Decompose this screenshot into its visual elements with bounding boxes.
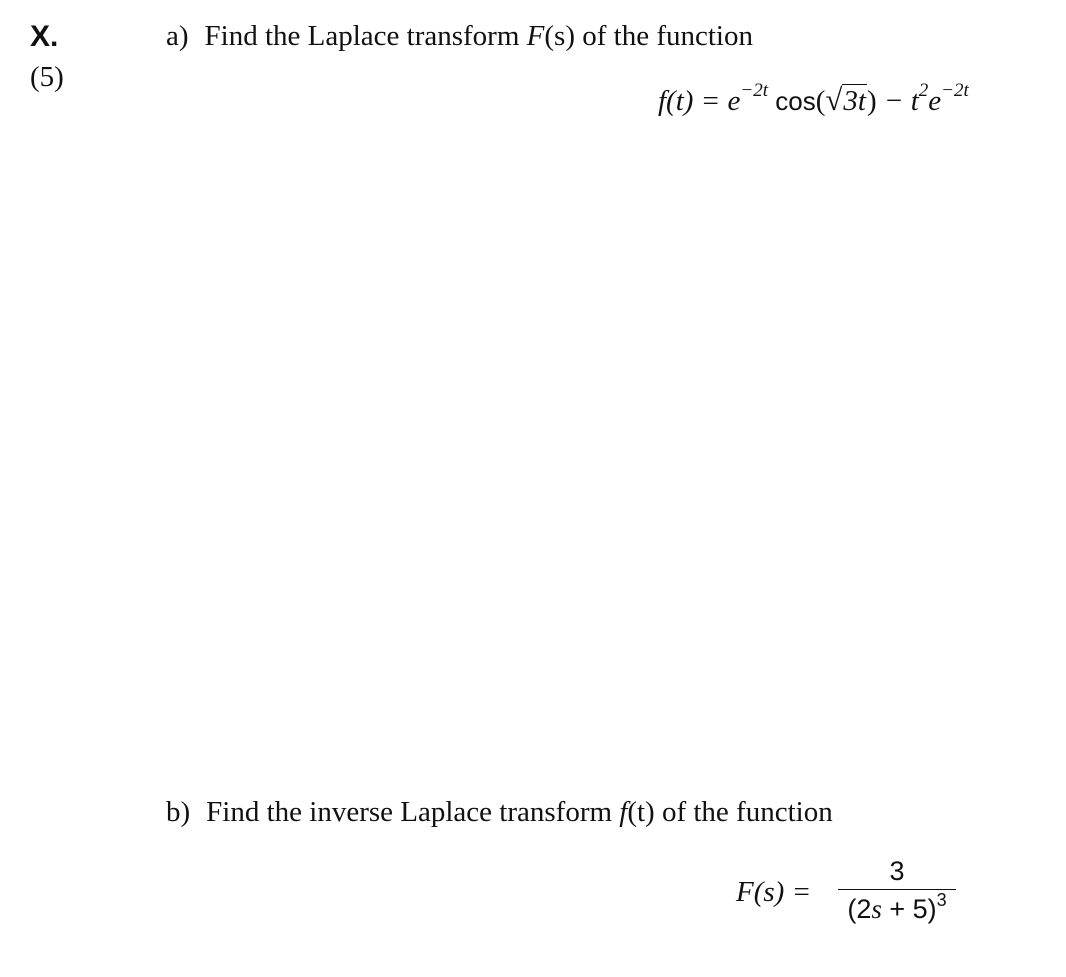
den-rest: + 5): [881, 894, 937, 924]
fraction-denominator: [838, 890, 956, 928]
eq-a-open: (: [815, 85, 826, 117]
part-a-equation: [658, 82, 969, 118]
part-b-prompt: [166, 796, 833, 829]
part-a-symbol-arg: (s): [544, 20, 575, 52]
eq-a-e: e: [928, 85, 942, 117]
part-a-label: a): [166, 20, 189, 52]
part-b-label: b): [166, 796, 191, 828]
problem-points: (5): [30, 61, 64, 93]
part-a-prompt: [166, 20, 753, 53]
eq-a-close: ): [866, 85, 877, 117]
part-b-text-before: Find the inverse Laplace transform: [206, 796, 620, 828]
eq-a-lhs: f(t) = e: [658, 85, 741, 117]
part-a-text-after: of the function: [574, 20, 753, 52]
part-b-symbol: f: [619, 796, 628, 828]
part-b-equation-lhs: F(s) =: [736, 876, 812, 908]
fraction-numerator: 3: [889, 856, 905, 886]
den-exp: 3: [936, 890, 947, 910]
eq-a-cos: cos: [775, 86, 816, 116]
eq-a-exp1: −2t: [740, 80, 768, 101]
eq-a-minus: − t: [876, 85, 919, 117]
eq-a-radicand: 3t: [843, 85, 866, 117]
den-var: s: [871, 894, 882, 924]
problem-number: X.: [30, 20, 59, 53]
part-a-text-before: Find the Laplace transform: [204, 20, 527, 52]
eq-a-exp2: −2t: [941, 80, 969, 101]
part-b-fraction: [838, 856, 956, 928]
eq-a-sqrt: [825, 82, 867, 118]
part-b-symbol-arg: (t): [627, 796, 655, 828]
part-b-text-after: of the function: [654, 796, 833, 828]
eq-a-square: 2: [918, 80, 929, 101]
sqrt-symbol-icon: √: [825, 82, 843, 117]
part-a-symbol: F: [526, 20, 545, 52]
den-open: (2: [847, 894, 872, 924]
